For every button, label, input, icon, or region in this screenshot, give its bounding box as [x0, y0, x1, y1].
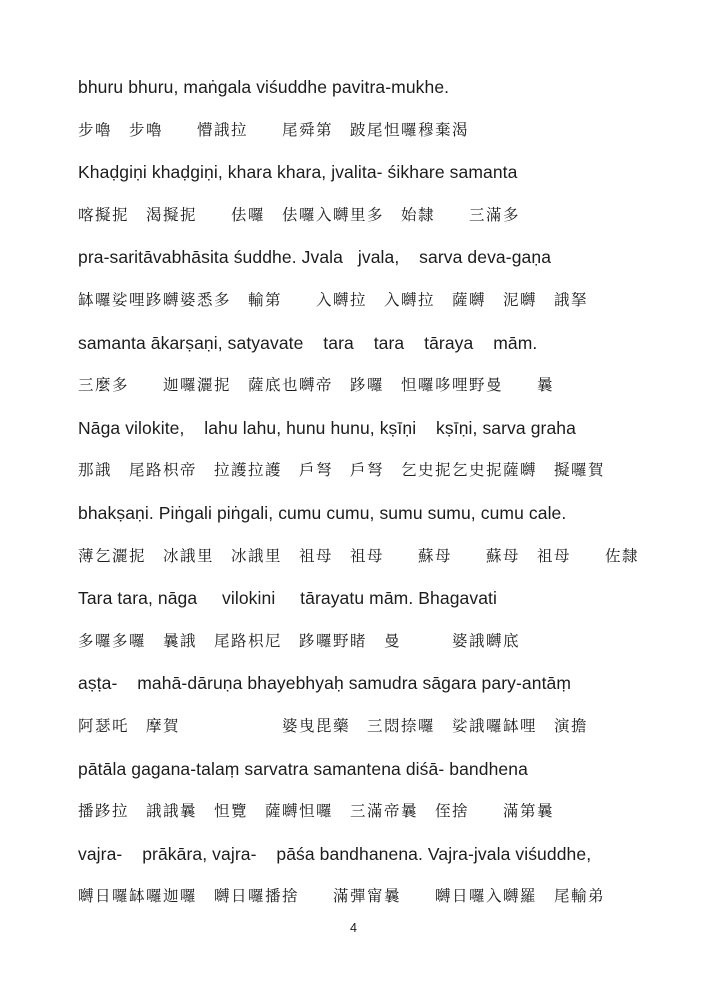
- transliteration-line: Khaḍgiṇi khaḍgiṇi, khara khara, jvalita- śikhare samanta: [78, 162, 518, 183]
- chinese-line: 薄乞灑抳 冰誐里 冰誐里 祖母 祖母 蘇母 蘇母 祖母 佐隸: [78, 546, 640, 565]
- page-number: 4: [350, 921, 357, 935]
- chinese-line: 那誐 尾路枳帝 拉護拉護 戶弩 戶弩 乞史抳乞史抳薩嚩 擬囉賀: [78, 461, 606, 480]
- chinese-line: 喀擬抳 渴擬抳 佉囉 佉囉入嚩里多 始隸 三滿多: [78, 205, 521, 224]
- transliteration-line: pra-saritāvabhāsita śuddhe. Jvala jvala, sarva deva-gaṇa: [78, 247, 552, 268]
- transliteration-line: pātāla gagana-talaṃ sarvatra samantena diśā- bandhena: [78, 758, 528, 779]
- transliteration-line: Tara tara, nāga vilokini tārayatu mām. Bhagavati: [78, 588, 497, 609]
- transliteration-line: vajra- prākāra, vajra- pāśa bandhanena. Vajra-jvala viśuddhe,: [78, 843, 592, 864]
- text-body: [78, 72, 667, 924]
- chinese-line: 缽囉娑哩跢嚩婆悉多 輸第 入嚩拉 入嚩拉 薩嚩 泥嚩 誐拏: [78, 290, 589, 309]
- transliteration-line: samanta ākarṣaṇi, satyavate tara tara tāraya mām.: [78, 332, 538, 353]
- chinese-line: 嚩日囉缽囉迦囉 嚩日囉播捨 滿彈甯曩 嚩日囉入嚩羅 尾輸弟: [78, 887, 606, 906]
- transliteration-line: aṣṭa- mahā-dāruṇa bhayebhyaḥ samudra sāgara pary-antāṃ: [78, 673, 572, 694]
- transliteration-line: bhakṣaṇi. Piṅgali piṅgali, cumu cumu, sumu sumu, cumu cale.: [78, 502, 567, 523]
- transliteration-line: Nāga vilokite, lahu lahu, hunu hunu, kṣīṇi kṣīṇi, sarva graha: [78, 417, 576, 438]
- chinese-line: 播跢拉 誐誐曩 怛覽 薩嚩怛囉 三滿帝曩 侄捨 滿第曩: [78, 802, 555, 821]
- chinese-line: 步嚕 步嚕 懵誐拉 尾舜第 跛尾怛囉穆棄渴: [78, 120, 470, 139]
- chinese-line: 阿瑟吒 摩賀 婆曳毘藥 三悶捺囉 娑誐囉缽哩 演擔: [78, 716, 589, 735]
- chinese-line: 多囉多囉 曩誐 尾路枳尼 跢囉野睹 曼 婆誐嚩底: [78, 631, 521, 650]
- chinese-line: 三麼多 迦囉灑抳 薩底也嚩帝 跢囉 怛囉哆哩野曼 曩: [78, 376, 555, 395]
- transliteration-line: bhuru bhuru, maṅgala viśuddhe pavitra-mukhe.: [78, 77, 450, 97]
